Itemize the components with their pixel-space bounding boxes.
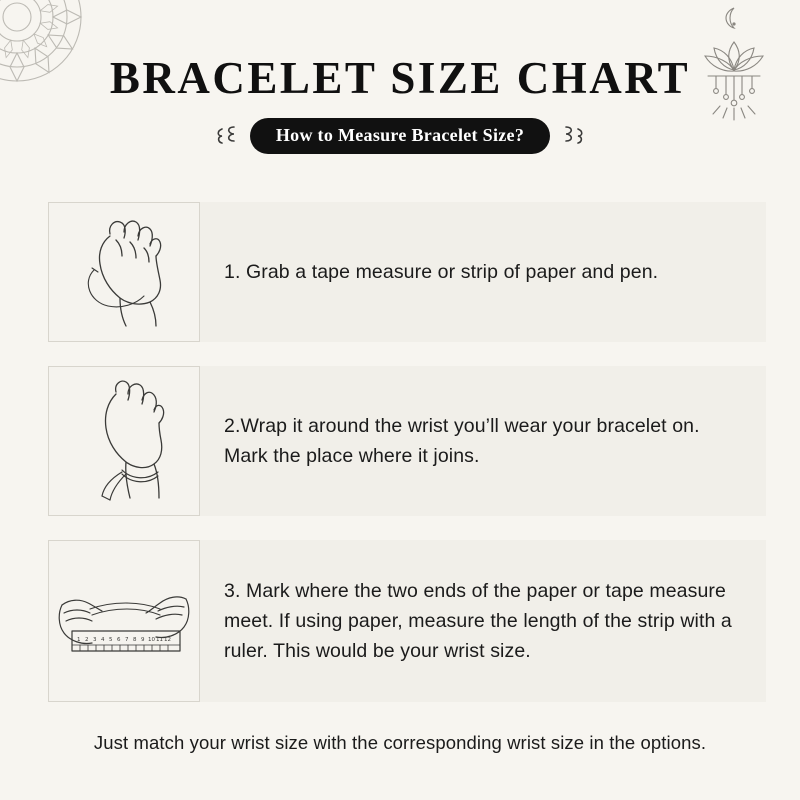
page-title: BRACELET SIZE CHART — [109, 53, 691, 103]
hand-wrist-wrapped-tape-icon — [64, 374, 184, 508]
swirl-flourish-icon — [560, 123, 586, 149]
list-item — [48, 202, 766, 342]
step-description: 2.Wrap it around the wrist you’ll wear your bracelet on. Mark the place where it joins. — [224, 414, 700, 467]
step-description: 1. Grab a tape measure or strip of paper and pen. — [224, 260, 659, 283]
footnote: Just match your wrist size with the corresponding wrist size in the options. — [93, 732, 707, 753]
step-figure — [48, 366, 200, 516]
svg-text:9: 9 — [141, 637, 145, 643]
svg-text:3: 3 — [93, 637, 97, 643]
svg-text:1: 1 — [77, 637, 81, 643]
list-item — [48, 366, 766, 516]
svg-text:6: 6 — [117, 637, 121, 643]
subtitle-row — [0, 118, 800, 154]
steps-list — [0, 202, 800, 726]
list-item — [48, 540, 766, 702]
step-text — [200, 366, 766, 516]
hand-fist-with-tape-icon — [64, 210, 184, 334]
step-figure — [48, 540, 200, 702]
page-header — [0, 52, 800, 154]
svg-text:7: 7 — [125, 637, 129, 643]
swirl-flourish-icon — [214, 123, 240, 149]
step-figure — [48, 202, 200, 342]
status-badge: How to Measure Bracelet Size? — [250, 118, 550, 154]
svg-text:11: 11 — [156, 637, 163, 643]
svg-text:5: 5 — [109, 637, 113, 643]
step-text — [200, 540, 766, 702]
svg-text:10: 10 — [148, 637, 155, 643]
svg-text:12: 12 — [164, 637, 171, 643]
svg-text:8: 8 — [133, 637, 137, 643]
step-description: 3. Mark where the two ends of the paper or tape measure meet. If using paper, measure the length of the strip with a ruler. This would be your wrist size. — [224, 579, 732, 663]
hands-measuring-ruler-icon — [56, 559, 192, 683]
step-text — [200, 202, 766, 342]
svg-text:4: 4 — [101, 637, 105, 643]
svg-text:2: 2 — [85, 637, 89, 643]
